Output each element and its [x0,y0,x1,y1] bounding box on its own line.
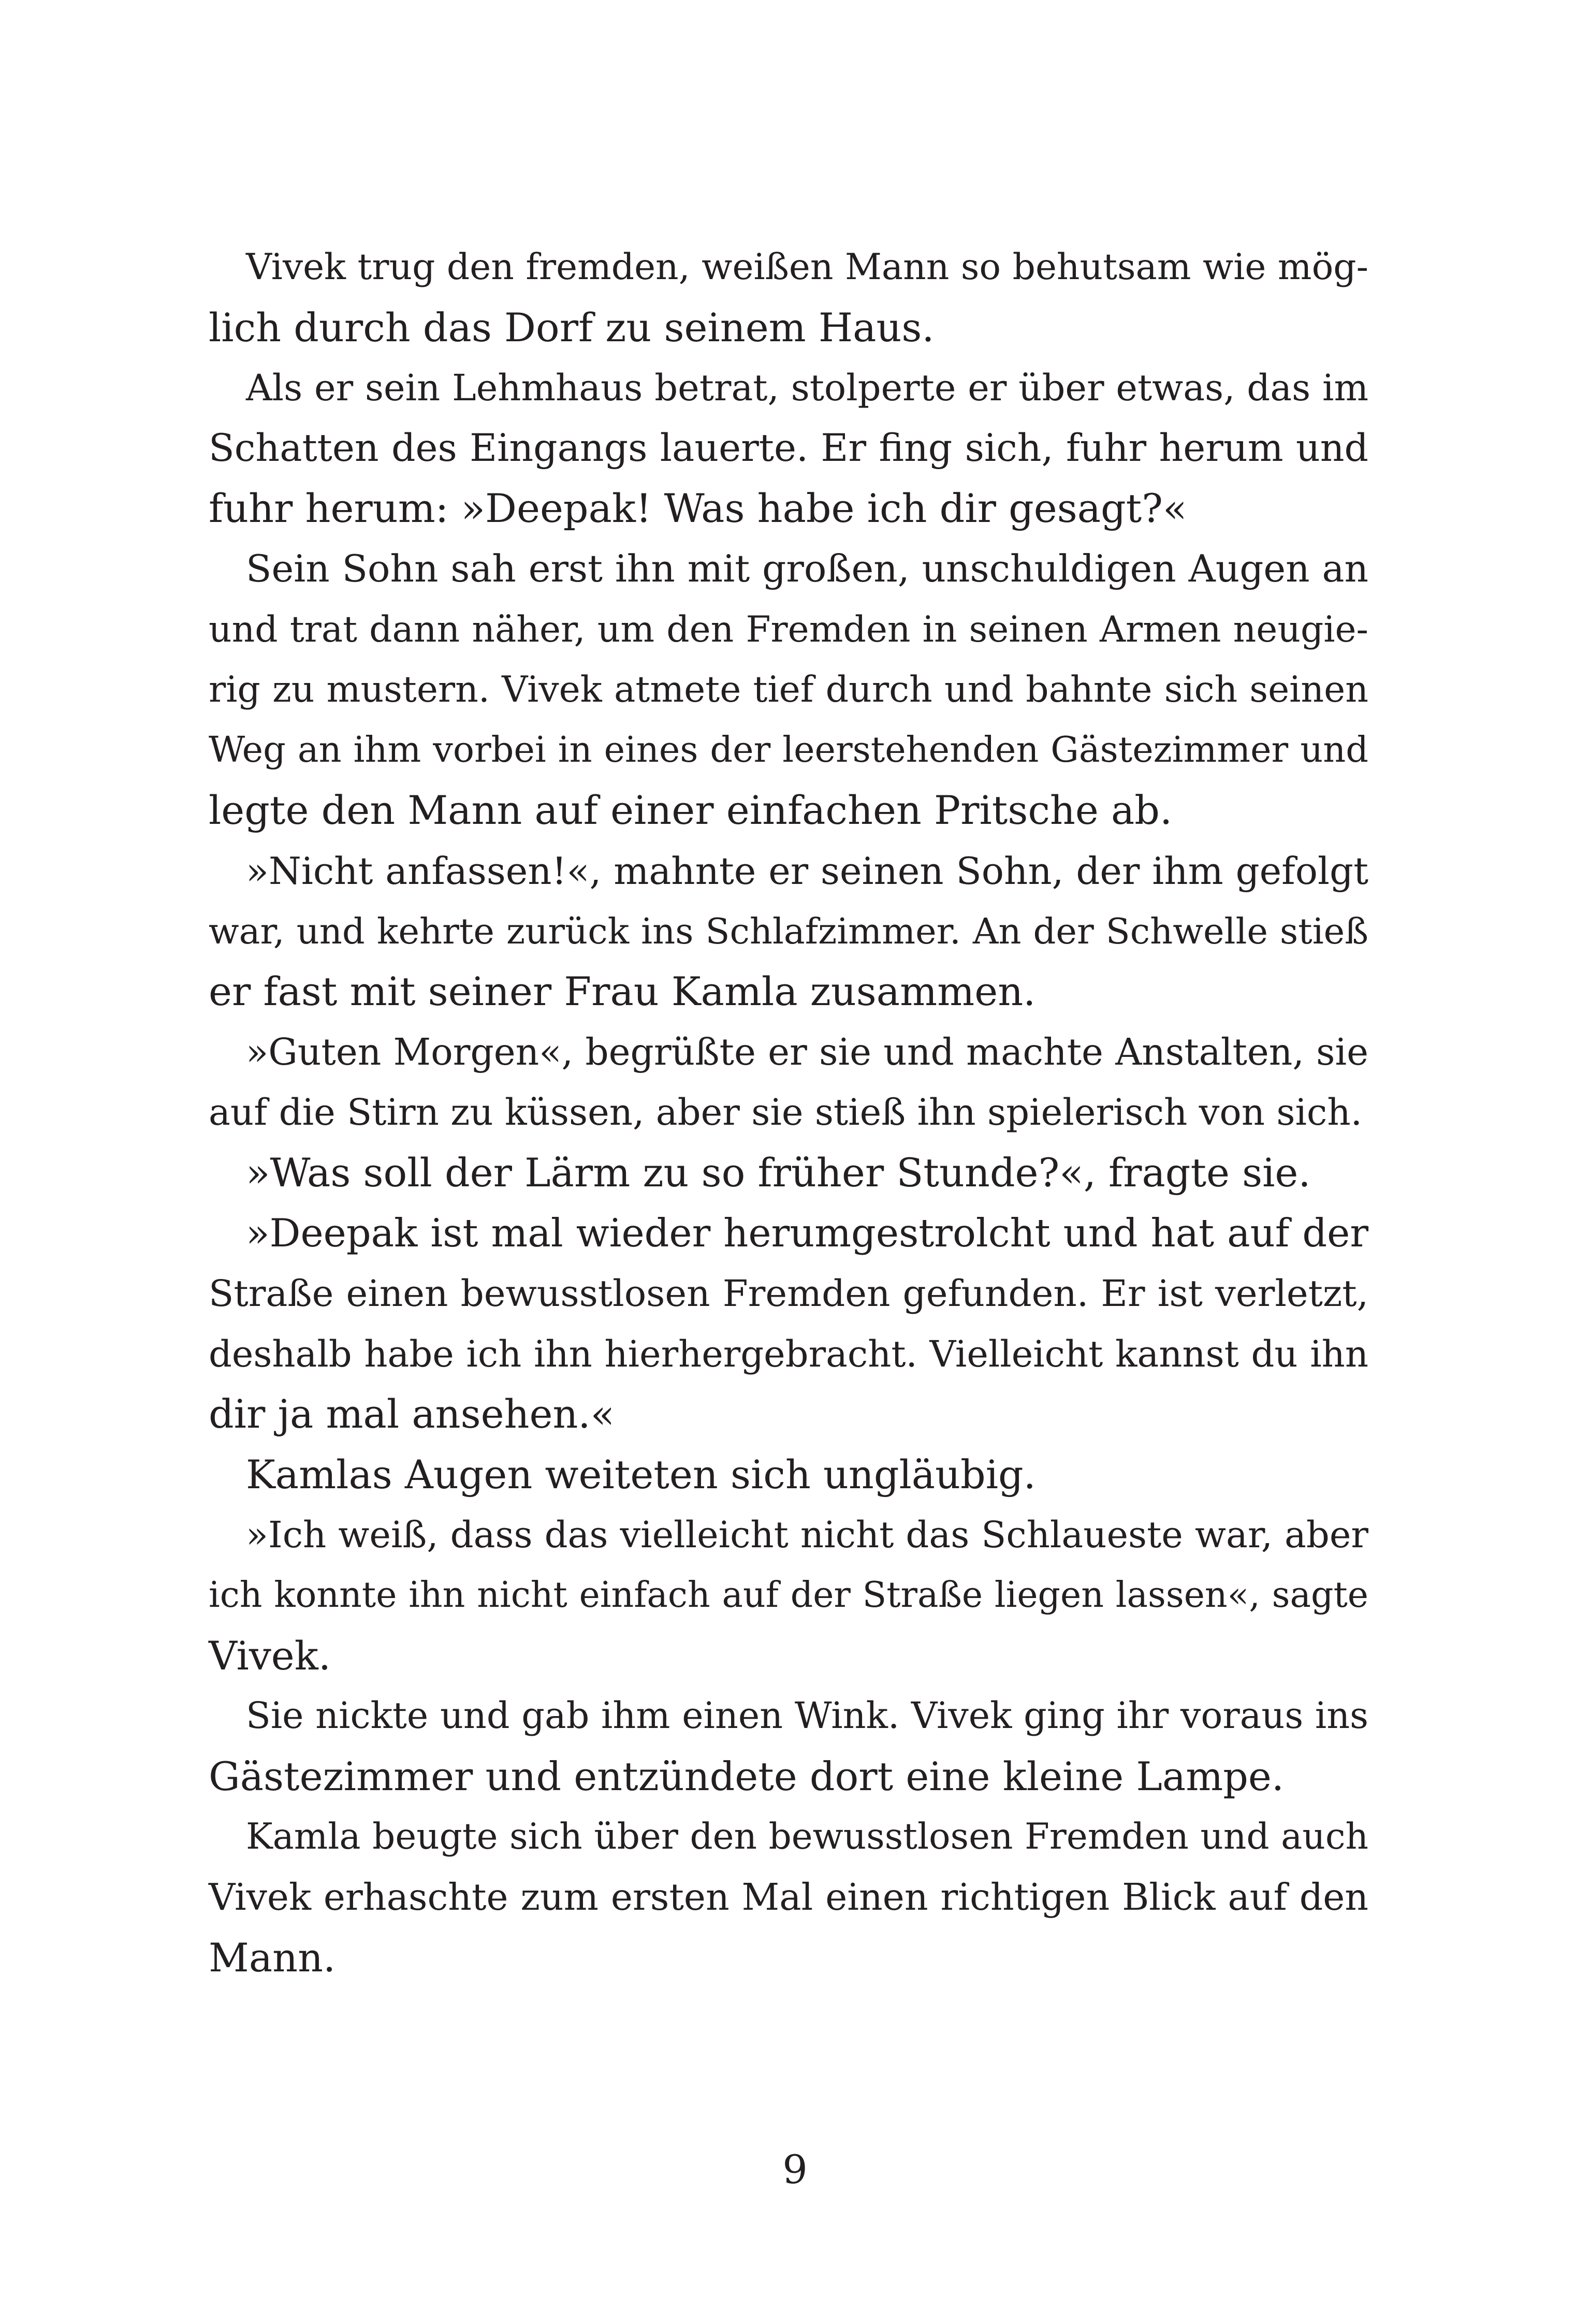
text-line: rig zu mustern. Vivek atmete tief durch und bahnte sich seinen [209,669,1368,711]
text-line: Weg an ihm vorbei in eines der leerstehenden Gästezimmer und [209,729,1368,771]
text-line: Vivek. [209,1632,331,1679]
paragraph [209,539,1368,841]
text-line: Vivek trug den fremden, weißen Mann so behutsam wie mög- [246,246,1368,288]
text-line: »Deepak ist mal wieder herumgestrolcht und hat auf der [246,1210,1368,1256]
text-line: Gästezimmer und entzündete dort eine kleine Lampe. [209,1753,1285,1799]
paragraph [209,1807,1368,1988]
text-line: Kamlas Augen weiteten sich ungläubig. [246,1451,1036,1498]
text-line: Sein Sohn sah erst ihn mit großen, unschuldigen Augen an [246,547,1368,591]
text-line: »Nicht anfassen!«, mahnte er seinen Sohn, der ihm gefolgt [246,849,1368,893]
text-line: dir ja mal ansehen.« [209,1391,615,1437]
text-line: er fast mit seiner Frau Kamla zusammen. [209,968,1036,1015]
paragraph [209,1686,1368,1807]
text-line: fuhr herum: »Deepak! Was habe ich dir gesagt?« [209,485,1187,532]
paragraph [209,358,1368,539]
text-line: und trat dann näher, um den Fremden in seinen Armen neugie- [209,608,1368,650]
text-line: legte den Mann auf einer einfachen Pritsche ab. [209,787,1173,834]
text-line: war, und kehrte zurück ins Schlafzimmer. An der Schwelle stieß [209,910,1368,952]
paragraph [209,1505,1368,1686]
paragraph [209,1022,1368,1143]
paragraph [209,237,1368,358]
paragraph [209,1143,1368,1203]
text-line: Schatten des Eingangs lauerte. Er fing sich, fuhr herum und [209,426,1368,470]
text-line: ich konnte ihn nicht einfach auf der Straße liegen lassen«, sagte [209,1575,1368,1616]
paragraph [209,1445,1368,1505]
text-line: Vivek erhaschte zum ersten Mal einen richtigen Blick auf den [209,1876,1368,1919]
text-line: auf die Stirn zu küssen, aber sie stieß ihn spielerisch von sich. [209,1091,1362,1134]
text-line: lich durch das Dorf zu seinem Haus. [209,304,935,351]
body-text [209,237,1368,1988]
page-number: 9 [782,2146,808,2192]
text-line: »Was soll der Lärm zu so früher Stunde?«, fragte sie. [246,1149,1311,1196]
text-line: Straße einen bewusstlosen Fremden gefunden. Er ist verletzt, [209,1272,1368,1315]
text-line: Als er sein Lehmhaus betrat, stolperte er über etwas, das im [246,367,1368,410]
paragraph [209,841,1368,1022]
text-line: »Guten Morgen«, begrüßte er sie und machte Anstalten, sie [246,1030,1368,1073]
text-line: Kamla beugte sich über den bewusstlosen Fremden und auch [246,1816,1368,1858]
paragraph [209,1203,1368,1445]
text-line: Sie nickte und gab ihm einen Wink. Vivek ging ihr voraus ins [246,1695,1368,1737]
text-line: Mann. [209,1934,336,1981]
text-line: deshalb habe ich ihn hierhergebracht. Vielleicht kannst du ihn [209,1332,1368,1375]
text-line: »Ich weiß, dass das vielleicht nicht das Schlaueste war, aber [246,1514,1368,1557]
